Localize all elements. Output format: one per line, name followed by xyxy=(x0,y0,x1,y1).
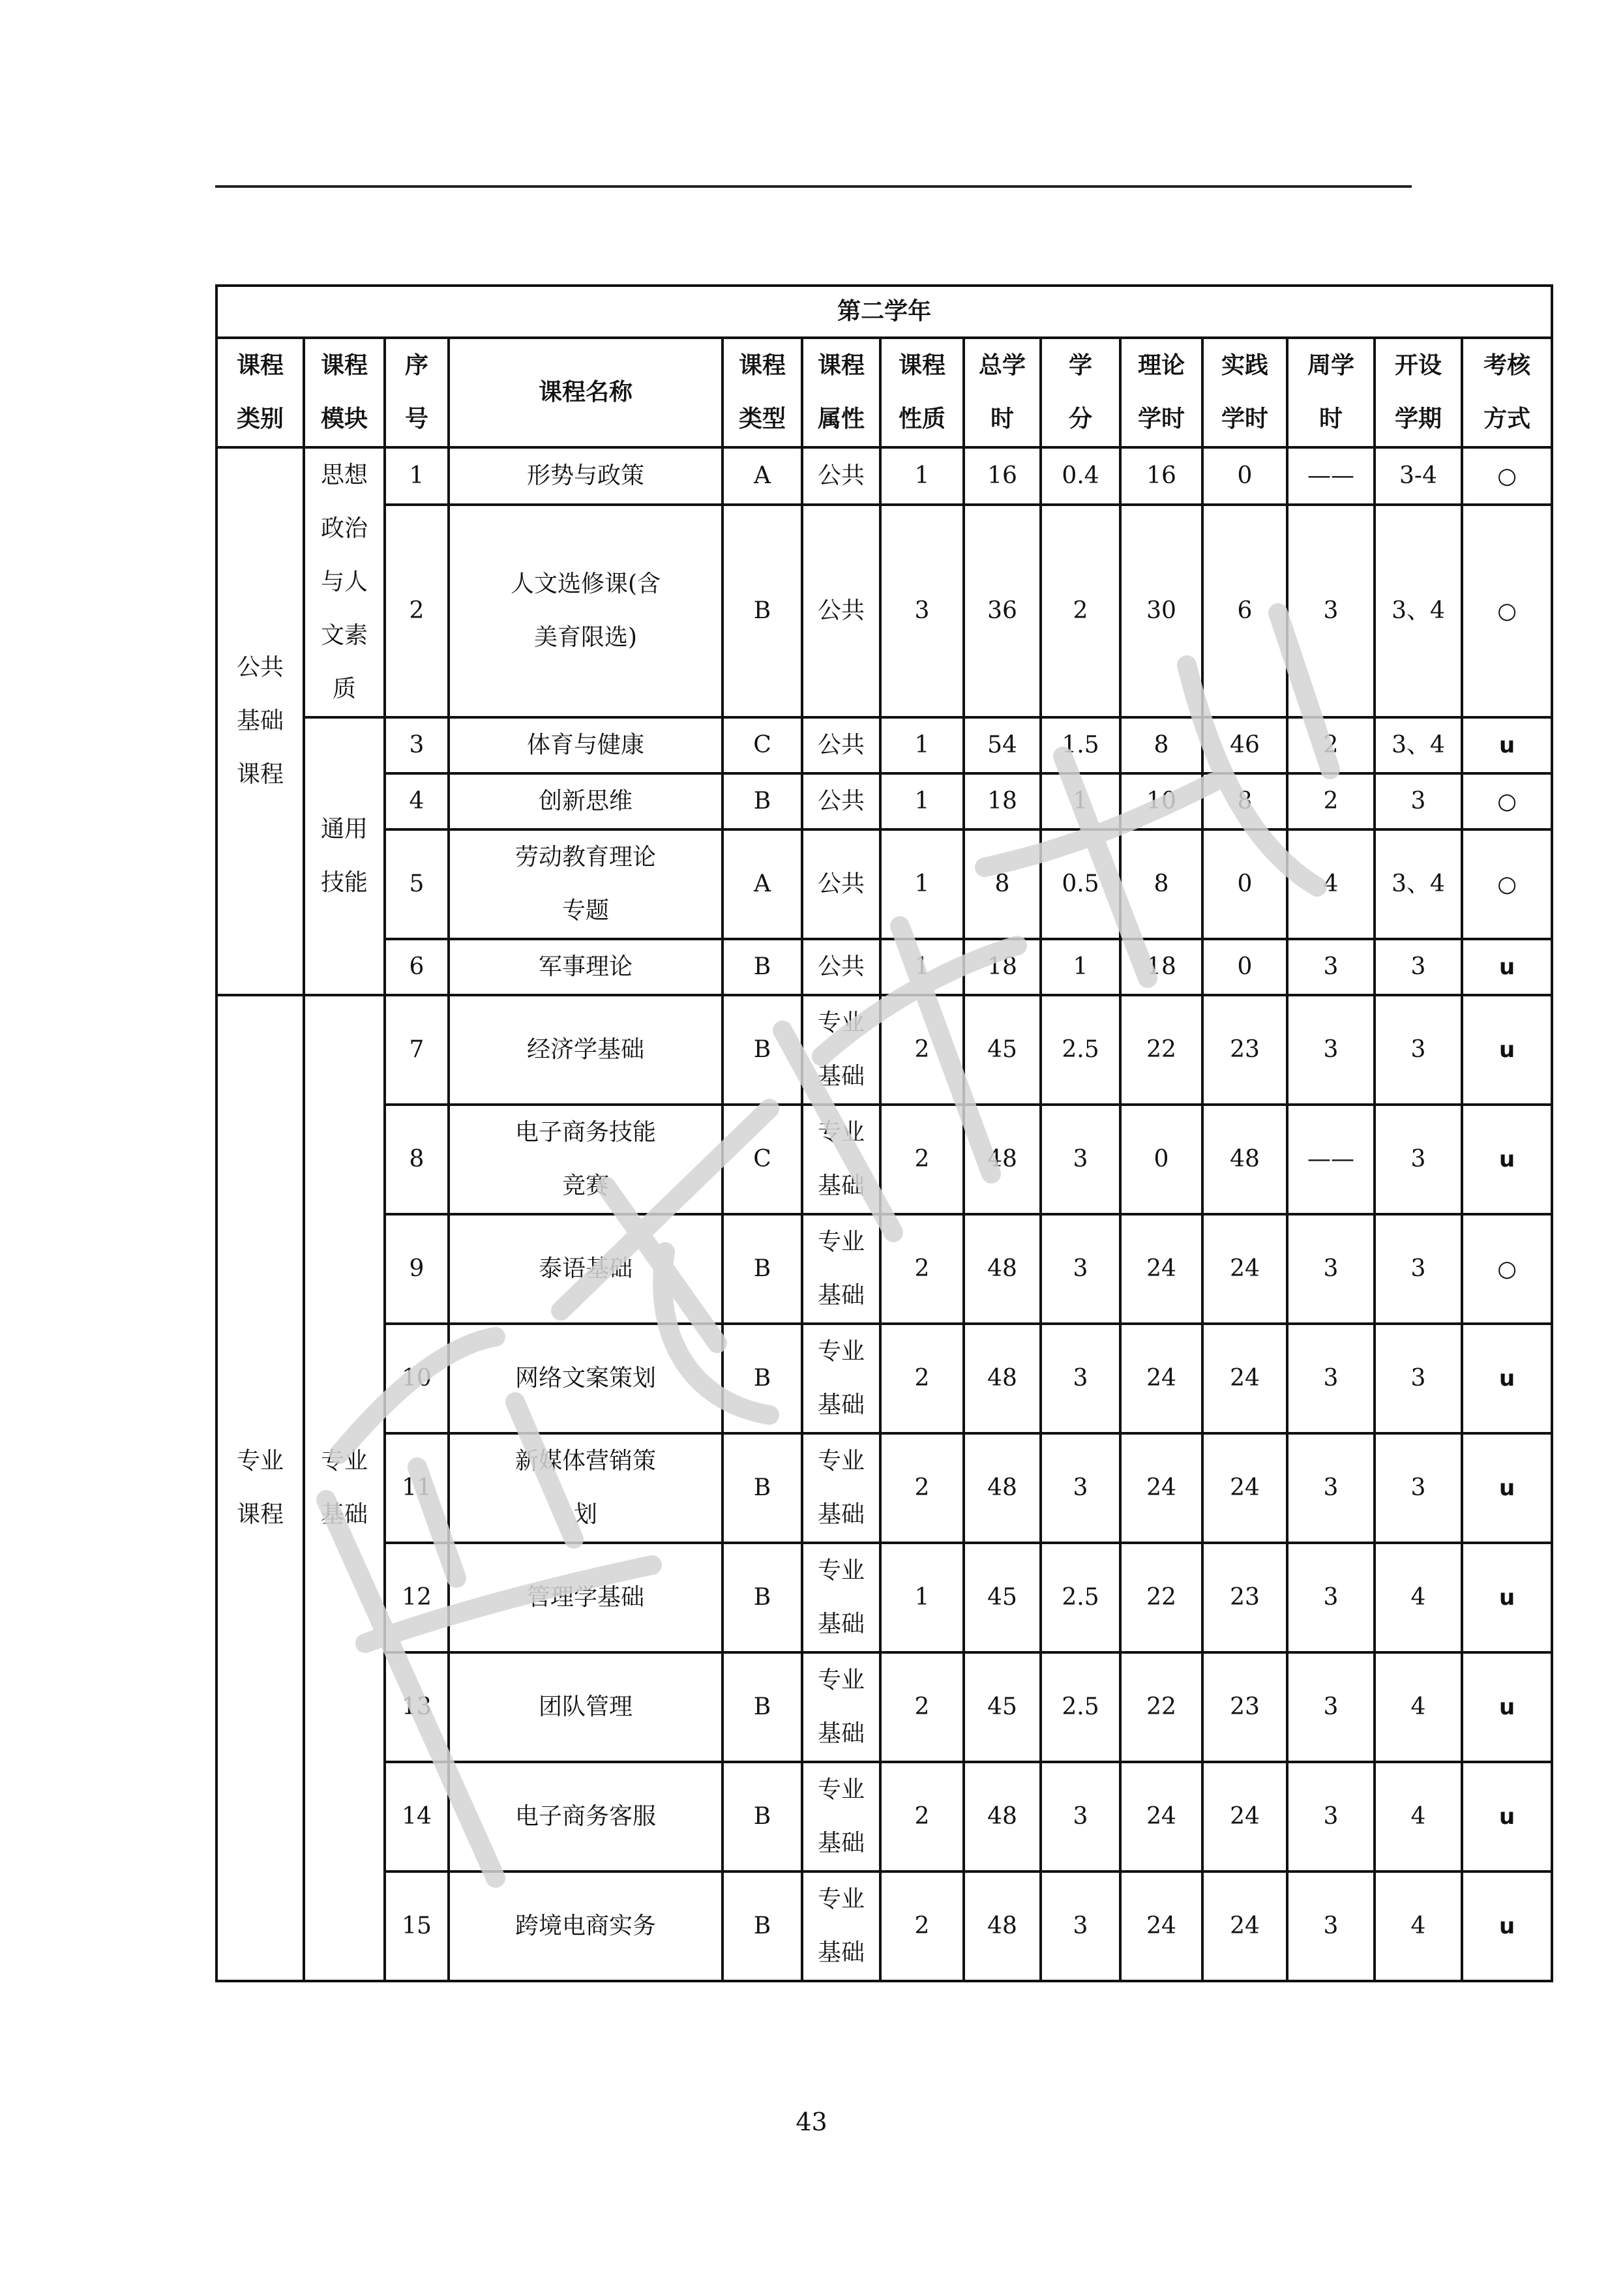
cell-exam: u xyxy=(1462,995,1552,1105)
cell-no: 8 xyxy=(385,1105,449,1214)
cell-theory: 18 xyxy=(1120,939,1202,995)
cell-exam: ○ xyxy=(1462,447,1552,505)
cell-credit: 3 xyxy=(1041,1762,1120,1871)
cell-weekly: 3 xyxy=(1287,995,1375,1105)
cell-theory: 24 xyxy=(1120,1762,1202,1871)
cell-exam: u xyxy=(1462,1433,1552,1543)
cell-no: 5 xyxy=(385,829,449,939)
cell-term: 4 xyxy=(1375,1543,1462,1652)
cell-credit: 0.5 xyxy=(1041,829,1120,939)
table-row xyxy=(216,505,1552,717)
cell-nature: 2 xyxy=(880,1105,964,1214)
cell-nature: 2 xyxy=(880,1433,964,1543)
table-row xyxy=(216,1543,1552,1652)
cell-type: B xyxy=(722,1543,802,1652)
cell-theory: 10 xyxy=(1120,773,1202,829)
cell-total: 36 xyxy=(964,505,1041,717)
cell-attr: 公共 xyxy=(802,717,880,773)
cell-weekly: 3 xyxy=(1287,939,1375,995)
cell-total: 45 xyxy=(964,1652,1041,1762)
cell-weekly: 4 xyxy=(1287,829,1375,939)
cell-attr: 专业 基础 xyxy=(802,1105,880,1214)
cell-no: 11 xyxy=(385,1433,449,1543)
table-row xyxy=(216,717,1552,773)
col-header-credit: 学 分 xyxy=(1041,338,1120,447)
cell-attr: 专业 基础 xyxy=(802,1433,880,1543)
cell-theory: 22 xyxy=(1120,995,1202,1105)
cell-no: 10 xyxy=(385,1324,449,1433)
cell-name: 泰语基础 xyxy=(449,1214,722,1324)
col-header-category: 课程 类别 xyxy=(216,338,304,447)
cell-weekly: 2 xyxy=(1287,717,1375,773)
cell-practice: 24 xyxy=(1202,1324,1287,1433)
cell-total: 18 xyxy=(964,939,1041,995)
cell-practice: 0 xyxy=(1202,829,1287,939)
cell-weekly: 3 xyxy=(1287,1324,1375,1433)
cell-total: 48 xyxy=(964,1433,1041,1543)
cell-name: 经济学基础 xyxy=(449,995,722,1105)
cell-attr: 专业 基础 xyxy=(802,1762,880,1871)
cell-theory: 24 xyxy=(1120,1871,1202,1981)
curriculum-table xyxy=(215,284,1553,1982)
cell-term: 3 xyxy=(1375,1433,1462,1543)
cell-no: 14 xyxy=(385,1762,449,1871)
table-row xyxy=(216,1762,1552,1871)
cell-weekly: 3 xyxy=(1287,505,1375,717)
cell-nature: 1 xyxy=(880,939,964,995)
cell-practice: 24 xyxy=(1202,1762,1287,1871)
cell-total: 48 xyxy=(964,1324,1041,1433)
cell-theory: 22 xyxy=(1120,1543,1202,1652)
cell-credit: 0.4 xyxy=(1041,447,1120,505)
cell-practice: 24 xyxy=(1202,1214,1287,1324)
cell-total: 8 xyxy=(964,829,1041,939)
col-header-type: 课程 类型 xyxy=(722,338,802,447)
cell-nature: 1 xyxy=(880,1543,964,1652)
cell-type: B xyxy=(722,939,802,995)
cell-attr: 公共 xyxy=(802,939,880,995)
page-number: 43 xyxy=(796,2108,827,2136)
cell-theory: 24 xyxy=(1120,1214,1202,1324)
cell-exam: ○ xyxy=(1462,829,1552,939)
cell-total: 48 xyxy=(964,1762,1041,1871)
cell-theory: 30 xyxy=(1120,505,1202,717)
table-row xyxy=(216,1324,1552,1433)
cell-total: 18 xyxy=(964,773,1041,829)
cell-attr: 专业 基础 xyxy=(802,1871,880,1981)
cell-total: 48 xyxy=(964,1105,1041,1214)
cell-theory: 22 xyxy=(1120,1652,1202,1762)
cell-type: C xyxy=(722,1105,802,1214)
table-row xyxy=(216,1652,1552,1762)
cell-practice: 48 xyxy=(1202,1105,1287,1214)
cell-type: A xyxy=(722,829,802,939)
cell-type: B xyxy=(722,1324,802,1433)
cell-type: A xyxy=(722,447,802,505)
cell-theory: 0 xyxy=(1120,1105,1202,1214)
cell-weekly: 2 xyxy=(1287,773,1375,829)
cell-theory: 24 xyxy=(1120,1324,1202,1433)
cell-credit: 3 xyxy=(1041,1214,1120,1324)
cell-term: 3、4 xyxy=(1375,505,1462,717)
cell-nature: 1 xyxy=(880,717,964,773)
cell-practice: 23 xyxy=(1202,1543,1287,1652)
col-header-term: 开设 学期 xyxy=(1375,338,1462,447)
cell-nature: 1 xyxy=(880,829,964,939)
cell-no: 12 xyxy=(385,1543,449,1652)
cell-practice: 0 xyxy=(1202,447,1287,505)
cell-practice: 23 xyxy=(1202,995,1287,1105)
cell-type: B xyxy=(722,1652,802,1762)
cell-weekly: 3 xyxy=(1287,1762,1375,1871)
table-row xyxy=(216,1871,1552,1981)
cell-theory: 16 xyxy=(1120,447,1202,505)
module-cell: 专业 基础 xyxy=(304,995,385,1981)
cell-theory: 24 xyxy=(1120,1433,1202,1543)
cell-attr: 公共 xyxy=(802,447,880,505)
cell-practice: 6 xyxy=(1202,505,1287,717)
col-header-no: 序 号 xyxy=(385,338,449,447)
cell-term: 3 xyxy=(1375,939,1462,995)
cell-practice: 0 xyxy=(1202,939,1287,995)
cell-name: 跨境电商实务 xyxy=(449,1871,722,1981)
cell-name: 网络文案策划 xyxy=(449,1324,722,1433)
cell-credit: 2.5 xyxy=(1041,995,1120,1105)
cell-nature: 1 xyxy=(880,773,964,829)
cell-exam: u xyxy=(1462,939,1552,995)
cell-type: B xyxy=(722,505,802,717)
cell-total: 54 xyxy=(964,717,1041,773)
cell-term: 4 xyxy=(1375,1652,1462,1762)
cell-weekly: 3 xyxy=(1287,1652,1375,1762)
cell-practice: 24 xyxy=(1202,1871,1287,1981)
cell-no: 2 xyxy=(385,505,449,717)
cell-name: 形势与政策 xyxy=(449,447,722,505)
cell-type: B xyxy=(722,1214,802,1324)
cell-no: 6 xyxy=(385,939,449,995)
cell-practice: 23 xyxy=(1202,1652,1287,1762)
cell-no: 7 xyxy=(385,995,449,1105)
cell-exam: u xyxy=(1462,717,1552,773)
cell-exam: ○ xyxy=(1462,505,1552,717)
cell-no: 3 xyxy=(385,717,449,773)
table-row xyxy=(216,1105,1552,1214)
cell-attr: 公共 xyxy=(802,829,880,939)
cell-no: 4 xyxy=(385,773,449,829)
cell-theory: 8 xyxy=(1120,717,1202,773)
cell-nature: 2 xyxy=(880,1762,964,1871)
col-header-theory: 理论 学时 xyxy=(1120,338,1202,447)
cell-credit: 1.5 xyxy=(1041,717,1120,773)
cell-nature: 3 xyxy=(880,505,964,717)
cell-attr: 公共 xyxy=(802,505,880,717)
cell-total: 48 xyxy=(964,1214,1041,1324)
cell-name: 管理学基础 xyxy=(449,1543,722,1652)
cell-term: 3 xyxy=(1375,773,1462,829)
cell-credit: 3 xyxy=(1041,1105,1120,1214)
cell-nature: 2 xyxy=(880,1214,964,1324)
table-row xyxy=(216,1214,1552,1324)
cell-attr: 专业 基础 xyxy=(802,1543,880,1652)
table-row xyxy=(216,1433,1552,1543)
cell-nature: 2 xyxy=(880,1652,964,1762)
cell-name: 人文选修课(含 美育限选) xyxy=(449,505,722,717)
cell-total: 45 xyxy=(964,995,1041,1105)
cell-name: 军事理论 xyxy=(449,939,722,995)
cell-credit: 1 xyxy=(1041,939,1120,995)
cell-exam: u xyxy=(1462,1105,1552,1214)
header-row xyxy=(216,338,1552,447)
cell-name: 电子商务技能 竞赛 xyxy=(449,1105,722,1214)
cell-term: 3、4 xyxy=(1375,717,1462,773)
cell-exam: u xyxy=(1462,1652,1552,1762)
cell-exam: u xyxy=(1462,1762,1552,1871)
cell-name: 新媒体营销策 划 xyxy=(449,1433,722,1543)
cell-term: 3-4 xyxy=(1375,447,1462,505)
cell-term: 3 xyxy=(1375,1214,1462,1324)
cell-credit: 2.5 xyxy=(1041,1652,1120,1762)
table-body xyxy=(216,447,1552,1981)
cell-weekly: —— xyxy=(1287,447,1375,505)
cell-type: B xyxy=(722,1871,802,1981)
col-header-name: 课程名称 xyxy=(449,338,722,447)
cell-exam: ○ xyxy=(1462,773,1552,829)
cell-attr: 专业 基础 xyxy=(802,995,880,1105)
cell-practice: 8 xyxy=(1202,773,1287,829)
cell-term: 3 xyxy=(1375,1105,1462,1214)
cell-credit: 1 xyxy=(1041,773,1120,829)
col-header-exam: 考核 方式 xyxy=(1462,338,1552,447)
category-cell: 公共 基础 课程 xyxy=(216,447,304,995)
cell-no: 9 xyxy=(385,1214,449,1324)
cell-exam: u xyxy=(1462,1871,1552,1981)
cell-type: B xyxy=(722,995,802,1105)
cell-exam: ○ xyxy=(1462,1214,1552,1324)
cell-practice: 46 xyxy=(1202,717,1287,773)
cell-name: 体育与健康 xyxy=(449,717,722,773)
cell-credit: 3 xyxy=(1041,1433,1120,1543)
col-header-nature: 课程 性质 xyxy=(880,338,964,447)
cell-exam: u xyxy=(1462,1543,1552,1652)
cell-attr: 专业 基础 xyxy=(802,1324,880,1433)
cell-nature: 1 xyxy=(880,447,964,505)
col-header-attr: 课程 属性 xyxy=(802,338,880,447)
cell-name: 团队管理 xyxy=(449,1652,722,1762)
cell-name: 电子商务客服 xyxy=(449,1762,722,1871)
cell-weekly: —— xyxy=(1287,1105,1375,1214)
cell-practice: 24 xyxy=(1202,1433,1287,1543)
col-header-total: 总学 时 xyxy=(964,338,1041,447)
cell-weekly: 3 xyxy=(1287,1871,1375,1981)
cell-attr: 专业 基础 xyxy=(802,1652,880,1762)
col-header-weekly: 周学 时 xyxy=(1287,338,1375,447)
col-header-practice: 实践 学时 xyxy=(1202,338,1287,447)
table-row xyxy=(216,995,1552,1105)
cell-term: 3 xyxy=(1375,995,1462,1105)
cell-type: B xyxy=(722,1762,802,1871)
cell-attr: 公共 xyxy=(802,773,880,829)
table-row xyxy=(216,447,1552,505)
cell-term: 3、4 xyxy=(1375,829,1462,939)
cell-theory: 8 xyxy=(1120,829,1202,939)
cell-credit: 2 xyxy=(1041,505,1120,717)
cell-total: 45 xyxy=(964,1543,1041,1652)
cell-term: 4 xyxy=(1375,1762,1462,1871)
cell-nature: 2 xyxy=(880,1871,964,1981)
cell-type: C xyxy=(722,717,802,773)
table-title: 第二学年 xyxy=(216,286,1552,338)
cell-type: B xyxy=(722,773,802,829)
cell-no: 1 xyxy=(385,447,449,505)
category-cell: 专业 课程 xyxy=(216,995,304,1981)
cell-total: 16 xyxy=(964,447,1041,505)
cell-no: 13 xyxy=(385,1652,449,1762)
cell-name: 劳动教育理论 专题 xyxy=(449,829,722,939)
header-rule xyxy=(215,185,1412,188)
table-row xyxy=(216,829,1552,939)
table-row xyxy=(216,939,1552,995)
cell-name: 创新思维 xyxy=(449,773,722,829)
cell-type: B xyxy=(722,1433,802,1543)
col-header-module: 课程 模块 xyxy=(304,338,385,447)
cell-attr: 专业 基础 xyxy=(802,1214,880,1324)
cell-no: 15 xyxy=(385,1871,449,1981)
table-row xyxy=(216,773,1552,829)
cell-weekly: 3 xyxy=(1287,1433,1375,1543)
cell-credit: 3 xyxy=(1041,1871,1120,1981)
cell-nature: 2 xyxy=(880,1324,964,1433)
cell-weekly: 3 xyxy=(1287,1214,1375,1324)
module-cell: 通用 技能 xyxy=(304,717,385,995)
module-cell: 思想 政治 与人 文素 质 xyxy=(304,447,385,717)
cell-total: 48 xyxy=(964,1871,1041,1981)
cell-term: 3 xyxy=(1375,1324,1462,1433)
cell-nature: 2 xyxy=(880,995,964,1105)
cell-weekly: 3 xyxy=(1287,1543,1375,1652)
cell-exam: u xyxy=(1462,1324,1552,1433)
cell-credit: 2.5 xyxy=(1041,1543,1120,1652)
cell-credit: 3 xyxy=(1041,1324,1120,1433)
cell-term: 4 xyxy=(1375,1871,1462,1981)
